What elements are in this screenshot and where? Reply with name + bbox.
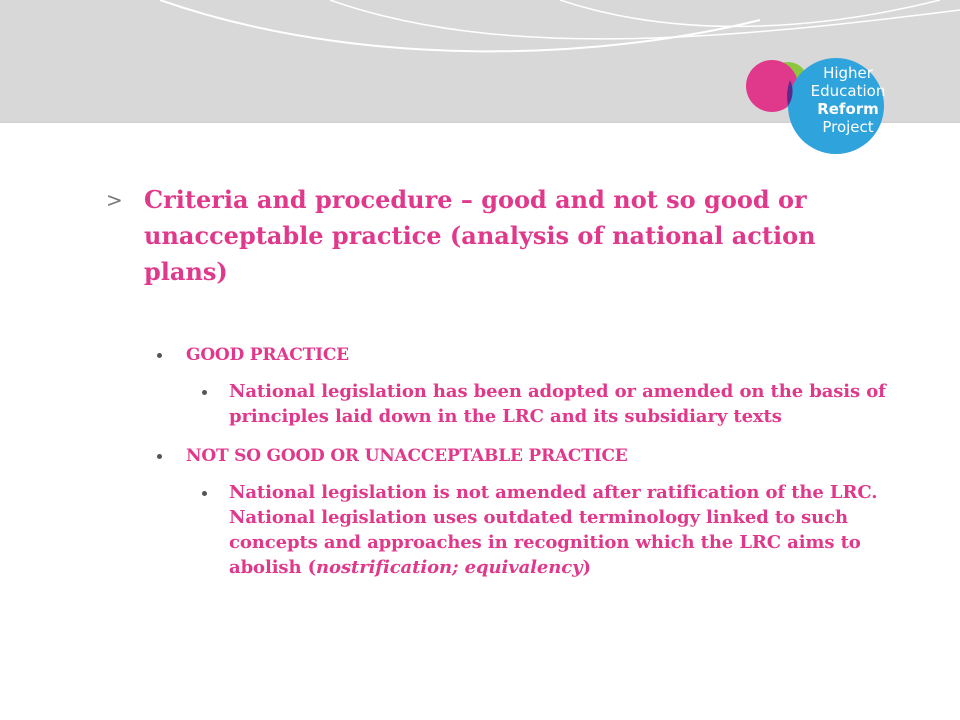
bullet-list <box>156 342 896 594</box>
bullet-dot <box>202 390 207 395</box>
title-text: Criteria and procedure – good and not so good or unacceptable practice (analysis of national action plans) <box>144 185 816 286</box>
logo-line-reform: Reform <box>817 100 879 118</box>
detail-emphasis-text: nostrification; equivalency <box>316 557 583 578</box>
bullet-dot <box>202 491 207 496</box>
sub-bullet-unacceptable-practice <box>156 480 896 580</box>
bullet-dot <box>157 454 162 459</box>
logo-line-education: Education <box>810 82 886 100</box>
logo-line-higher: Higher <box>823 64 873 82</box>
detail-end-text: ) <box>582 557 591 578</box>
good-practice-heading: GOOD PRACTICE <box>186 345 349 365</box>
unacceptable-practice-detail <box>229 480 896 580</box>
title-marker: > <box>106 188 123 212</box>
slide-title <box>106 182 866 290</box>
unacceptable-practice-heading: NOT SO GOOD OR UNACCEPTABLE PRACTICE <box>186 446 628 466</box>
logo-line-project: Project <box>822 118 874 136</box>
detail-main-text: National legislation is not amended after ratification of the LRC. National legislation uses outdated terminology linked to such concepts and approaches in recognition which the LRC aims to abolish ( <box>229 482 878 578</box>
bullet-good-practice <box>156 342 896 368</box>
bullet-unacceptable-practice <box>156 443 896 469</box>
bullet-dot <box>157 353 162 358</box>
sub-bullet-good-practice <box>156 379 896 429</box>
logo-text <box>808 64 888 136</box>
good-practice-detail: National legislation has been adopted or amended on the basis of principles laid down in the LRC and its subsidiary texts <box>229 381 886 427</box>
